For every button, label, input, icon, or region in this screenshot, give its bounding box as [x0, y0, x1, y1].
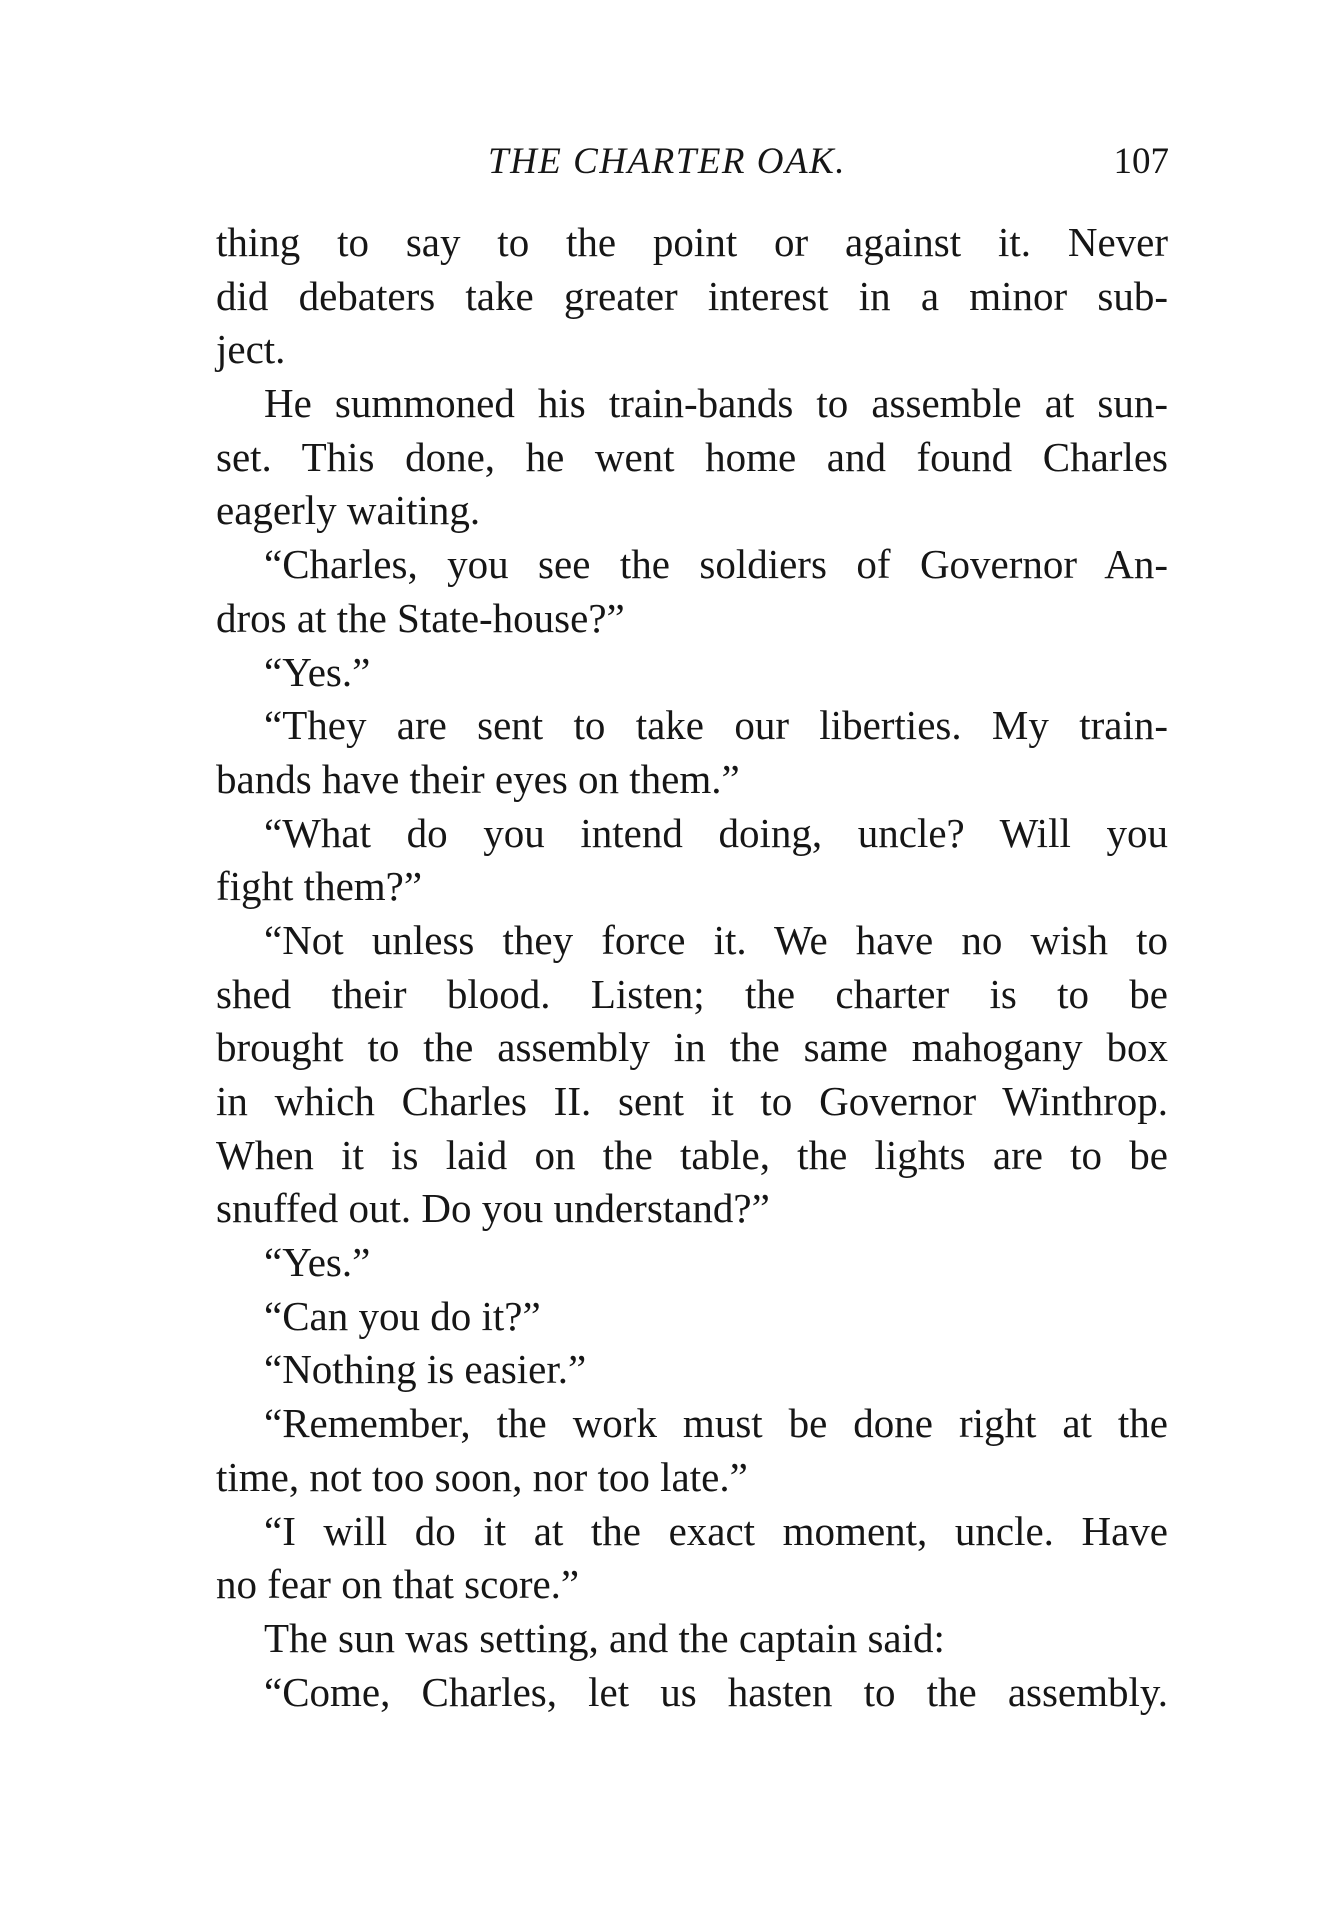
text-line: snuffed out. Do you understand?”: [216, 1185, 770, 1232]
text-line: “Yes.”: [264, 1239, 371, 1286]
page-number: 107: [1113, 141, 1169, 182]
text-line: fight them?”: [216, 863, 423, 910]
text-line: When it is laid on the table, the lights are to be: [216, 1131, 1168, 1178]
text-line: in which Charles II. sent it to Governor Winthrop.: [216, 1078, 1168, 1124]
running-header: [0, 140, 1334, 190]
text-line: no fear on that score.”: [216, 1561, 580, 1608]
text-line: ject.: [216, 326, 286, 373]
text-line: thing to say to the point or against it. Never: [216, 219, 1168, 265]
text-line: “Not unless they force it. We have no wish to: [264, 916, 1168, 963]
text-line: “I will do it at the exact moment, uncle. Have: [264, 1507, 1168, 1554]
text-line: He summoned his train-bands to assemble at sun-: [264, 380, 1168, 427]
body-text: [216, 216, 1168, 1719]
text-line: “Charles, you see the soldiers of Governor An-: [264, 541, 1168, 588]
text-line: shed their blood. Listen; the charter is to be: [216, 970, 1168, 1017]
text-line: bands have their eyes on them.”: [216, 755, 740, 802]
text-line: time, not too soon, nor too late.”: [216, 1453, 748, 1500]
text-line: The sun was setting, and the captain said:: [264, 1614, 945, 1661]
text-line: brought to the assembly in the same mahogany box: [216, 1024, 1168, 1071]
text-line: eagerly waiting.: [216, 487, 481, 534]
text-line: set. This done, he went home and found Charles: [216, 433, 1168, 480]
text-line: “Yes.”: [264, 648, 371, 695]
text-line: “Come, Charles, let us hasten to the assembly.: [264, 1668, 1168, 1715]
text-line: did debaters take greater interest in a minor sub-: [216, 272, 1168, 319]
running-title: THE CHARTER OAK.: [488, 141, 847, 182]
text-line: “Remember, the work must be done right at the: [264, 1400, 1168, 1447]
text-line: “They are sent to take our liberties. My train-: [264, 702, 1168, 749]
text-line: “What do you intend doing, uncle? Will you: [264, 809, 1168, 856]
text-line: “Nothing is easier.”: [264, 1346, 587, 1393]
text-line: “Can you do it?”: [264, 1292, 541, 1339]
text-line: dros at the State-house?”: [216, 594, 625, 641]
